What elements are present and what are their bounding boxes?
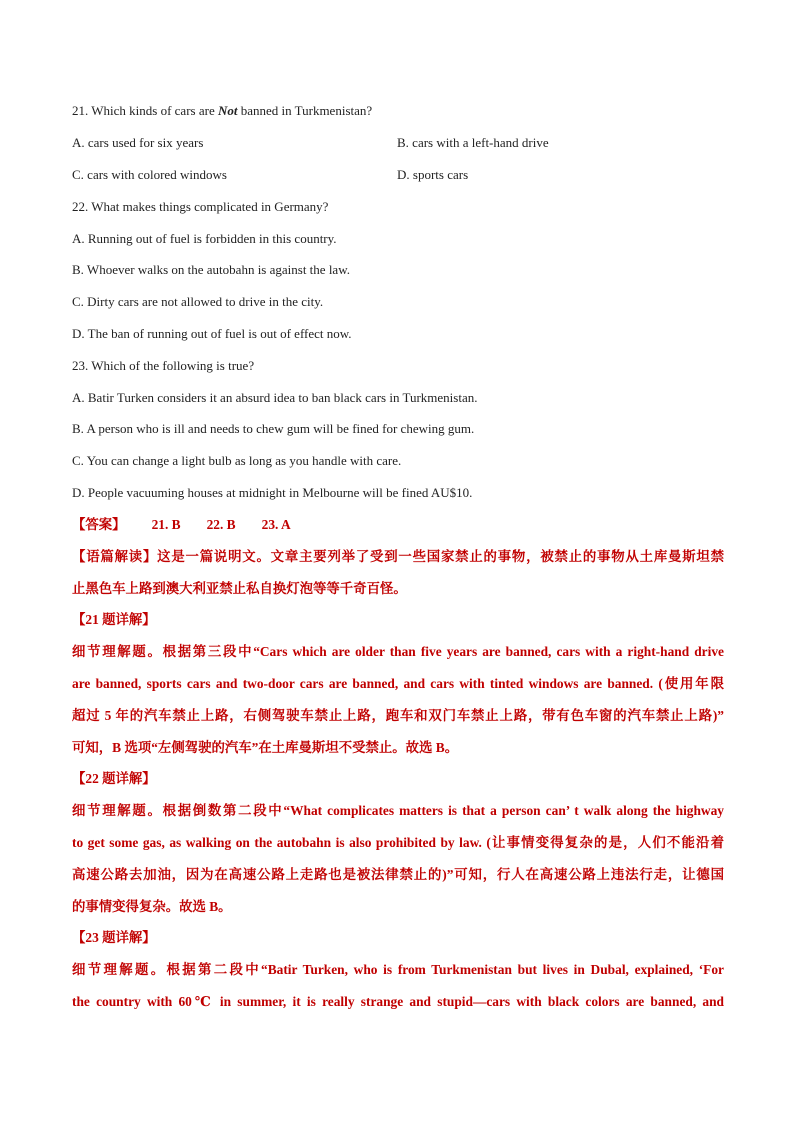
answer-label: 【答案】: [72, 517, 126, 532]
q23-option-c: C. You can change a light bulb as long as you handle with care.: [72, 453, 402, 468]
q23-option-b: B. A person who is ill and needs to chew gum will be fined for chewing gum.: [72, 421, 475, 436]
detail-21-label: 【21 题详解】: [72, 612, 156, 627]
q22-option-a: A. Running out of fuel is forbidden in this country.: [72, 231, 337, 246]
q21-stem-pre: 21. Which kinds of cars are: [72, 103, 218, 118]
reading-label: 【语篇解读】: [72, 549, 158, 564]
detail-21-line-1: 细节理解题。根据第三段中“Cars which are older than five years are banned, cars with a right-hand drive: [72, 644, 724, 659]
detail-21-line-2: are banned, sports cars and two-door cars are banned, and cars with tinted windows are banned. (使用年限: [72, 676, 724, 691]
question-21-stem: [72, 102, 724, 120]
detail-22-line-2: to get some gas, as walking on the autobahn is also prohibited by law. (让事情变得复杂的是，人们不能沿着: [72, 835, 724, 850]
answer-key: [72, 516, 724, 534]
q23-option-d: D. People vacuuming houses at midnight in Melbourne will be fined AU$10.: [72, 485, 473, 500]
detail-22-label: 【22 题详解】: [72, 771, 156, 786]
q21-stem-emphasis: Not: [217, 103, 238, 118]
answer-item: 23. A: [261, 517, 291, 532]
q21-option-d: D. sports cars: [397, 167, 469, 182]
q22-option-d: D. The ban of running out of fuel is out of effect now.: [72, 326, 352, 341]
q21-options-row-2: [72, 166, 724, 184]
q21-option-b: B. cars with a left-hand drive: [397, 135, 549, 150]
q22-option-c: C. Dirty cars are not allowed to drive in the city.: [72, 294, 324, 309]
answer-item: 22. B: [206, 517, 236, 532]
q21-option-c: C. cars with colored windows: [72, 167, 227, 182]
detail-23-line-1: 细节理解题。根据第二段中“Batir Turken, who is from Turkmenistan but lives in Dubal, explained, ‘For: [72, 962, 724, 977]
q21-options-row-1: [72, 134, 724, 152]
q23-option-a: A. Batir Turken considers it an absurd idea to ban black cars in Turkmenistan.: [72, 390, 478, 405]
detail-22-line-1: 细节理解题。根据倒数第二段中“What complicates matters is that a person can’ t walk along the highway: [72, 803, 724, 818]
question-23-stem: 23. Which of the following is true?: [72, 358, 255, 373]
q22-option-b: B. Whoever walks on the autobahn is against the law.: [72, 262, 350, 277]
detail-22-line-3: 高速公路去加油，因为在高速公路上走路也是被法律禁止的)”可知，行人在高速公路上违法行走，让德国: [72, 867, 724, 882]
detail-22-line-4: 的事情变得复杂。故选 B。: [72, 899, 232, 914]
detail-21-line-4: 可知，B 选项“左侧驾驶的汽车”在土库曼斯坦不受禁止。故选 B。: [72, 740, 459, 755]
q21-option-a: A. cars used for six years: [72, 135, 204, 150]
detail-21-line-3: 超过 5 年的汽车禁止上路，右侧驾驶车禁止上路，跑车和双门车禁止上路，带有色车窗的汽车禁止上路)”: [72, 708, 724, 723]
answer-item: 21. B: [151, 517, 181, 532]
question-22-stem: 22. What makes things complicated in Germany?: [72, 199, 329, 214]
reading-line-2: 止黑色车上路到澳大利亚禁止私自换灯泡等等千奇百怪。: [72, 581, 407, 596]
q21-stem-post: banned in Turkmenistan?: [237, 103, 373, 118]
detail-23-label: 【23 题详解】: [72, 930, 156, 945]
detail-23-line-2: the country with 60℃ in summer, it is really strange and stupid—cars with black colors are banned, and: [72, 994, 724, 1009]
reading-line-1: [72, 548, 724, 566]
reading-text: 这是一篇说明文。文章主要列举了受到一些国家禁止的事物，被禁止的事物从土库曼斯坦禁: [157, 549, 725, 564]
